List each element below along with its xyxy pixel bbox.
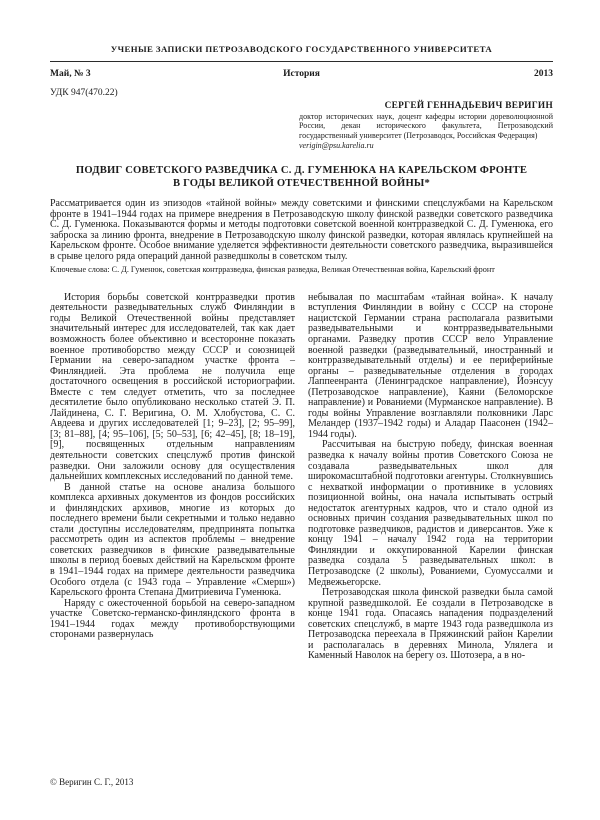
section-label: История — [283, 69, 320, 79]
year-label: 2013 — [534, 69, 553, 79]
author-email: verigin@psu.karelia.ru — [299, 141, 374, 151]
body-columns — [50, 293, 553, 662]
issue-row — [50, 69, 553, 79]
author-block — [299, 101, 553, 150]
author-affiliation: доктор исторических наук, доцент кафедры истории дореволюционной России, декан исторического факультета, Петрозаводский государственный университет (Петрозаводск, Российская Федерация) — [299, 112, 553, 140]
article-title-line2: В ГОДЫ ВЕЛИКОЙ ОТЕЧЕСТВЕННОЙ ВОЙНЫ* — [172, 178, 431, 190]
paragraph: небывалая по масштабам «тайная война». К началу вступления Финляндии в войну с СССР на стороне нацистской Германии страна располагала развитыми разведывательными и контрразведывательными органами. Разведку против СССР вело Управление военной разведки (разведывательный, иностранный и контрразведывательный отделы) и ее периферийные органы – разведывательные отделения в городах Лаппеенранта (Ленинградское направление), Йоэнсуу (Петрозаводское направление), Каяни (Беломорское направление) и Рованиеми (Мурманское направление). В годы войны Управление возглавляли полковники Ларс Меландер (1937–1942 годы) и Аладар Паасонен (1942–1944 годы). — [308, 291, 553, 440]
copyright-note: © Веригин С. Г., 2013 — [50, 777, 134, 787]
right-column — [308, 293, 553, 662]
paragraph: История борьбы советской контрразведки против деятельности разведывательных служб Финляндии в годы Великой Отечественной войны представляет значительный интерес для исследователей, так как дает возможность более объективно и всесторонне показать военное противоборство между СССР и союзницей Германии на северо-западном участке фронта – Финляндией. Эта проблема не получила еще достаточного освещения в российской историографии. Вместе с тем следует отметить, что за последнее десятилетие было опубликовано несколько статей Э. П. Лайдинена, С. Г. Веригина, О. М. Хлобустова, С. С. Авдеева и других исследователей [1; 9–23], [2; 95–99], [3; 81–88], [4; 95–106], [5; 50–53], [6; 42–45], [8; 18–19], [9], посвященных отдельным направлениям деятельности советских спецслужб против финской разведки. Они заложили основу для осуществления дальнейших комплексных исследований по данной теме. — [50, 291, 295, 483]
issue-label: Май, № 3 — [50, 69, 91, 79]
left-column — [50, 293, 295, 662]
article-title — [50, 164, 553, 190]
header-divider — [50, 61, 553, 62]
paragraph: В данной статье на основе анализа большого комплекса архивных документов из фондов российских и финляндских архивов, многие из которых до последнего времени были секретными и только недавно стали доступны исследователям, предпринята попытка рассмотреть один из аспектов проблемы – внедрение советских разведчиков в финские разведывательные школы в период боевых действий на Карельском фронте в 1941–1944 годах на примере деятельности разведчика Особого отдела (с 1943 года – Управление «Смерш») Карельского фронта Степана Дмитриевича Гуменюка. — [50, 481, 295, 599]
journal-masthead: УЧЕНЫЕ ЗАПИСКИ ПЕТРОЗАВОДСКОГО ГОСУДАРСТВЕННОГО УНИВЕРСИТЕТА — [110, 44, 493, 54]
author-name: СЕРГЕЙ ГЕННАДЬЕВИЧ ВЕРИГИН — [384, 101, 553, 111]
keywords-line: Ключевые слова: С. Д. Гуменюк, советская контрразведка, финская разведка, Великая Отечественная война, Карельский фронт — [50, 265, 495, 275]
udc-code: УДК 947(470.22) — [50, 88, 118, 98]
abstract-text: Рассматривается один из эпизодов «тайной войны» между советскими и финскими спецслужбами на Карельском фронте в 1941–1944 годах на примере внедрения в Петрозаводскую школу финской разведки советского разведчика С. Д. Гуменюка. Показываются формы и методы подготовки советской военной контрразведкой С. Д. Гуменюка, его заброска за линию фронта, внедрение в Петрозаводскую школу финской разведки, которая являлась крупнейшей на Карельском фронте. Особое внимание уделяется эффективности деятельности советского разведчика, выразившейся в срыве целого ряда операций данной разведшколы в советском тылу. — [50, 198, 553, 262]
paragraph: Петрозаводская школа финской разведки была самой крупной разведшколой. Ее создали в Петрозаводске в конце 1941 года. Опасаясь нападения подразделений советских спецслужб, в марте 1943 года разведшкола из Петрозаводска переехала в Пряжинский район Карелии и располагалась в деревнях Минола, Улялега и Каменный Наволок на берегу оз. Шотозера, а в но- — [308, 587, 553, 662]
paragraph: Рассчитывая на быструю победу, финская военная разведка к началу войны против Советского Союза не создавала разведывательных школ для широкомасштабной подготовки агентуры. Столкнувшись с нехваткой информации о противнике в условиях позиционной войны, она начала испытывать острый недостаток агентурных кадров, что и стало одной из основных причин создания разведывательных школ по подготовке разведчиков, радистов и диверсантов. Уже к концу 1941 – началу 1942 года на территории Финляндии и оккупированной Карелии финская разведка создала 5 разведывательных школ: в Петрозаводске (2 школы), Рованиеми, Суомуссалми и Медвежьегорске. — [308, 439, 553, 588]
paragraph: Наряду с ожесточенной борьбой на северо-западном участке Советско-германско-финляндского фронта в 1941–1944 годах между противоборствующими сторонами развернулась — [50, 597, 295, 641]
article-title-line1: ПОДВИГ СОВЕТСКОГО РАЗВЕДЧИКА С. Д. ГУМЕНЮКА НА КАРЕЛЬСКОМ ФРОНТЕ — [75, 165, 528, 177]
